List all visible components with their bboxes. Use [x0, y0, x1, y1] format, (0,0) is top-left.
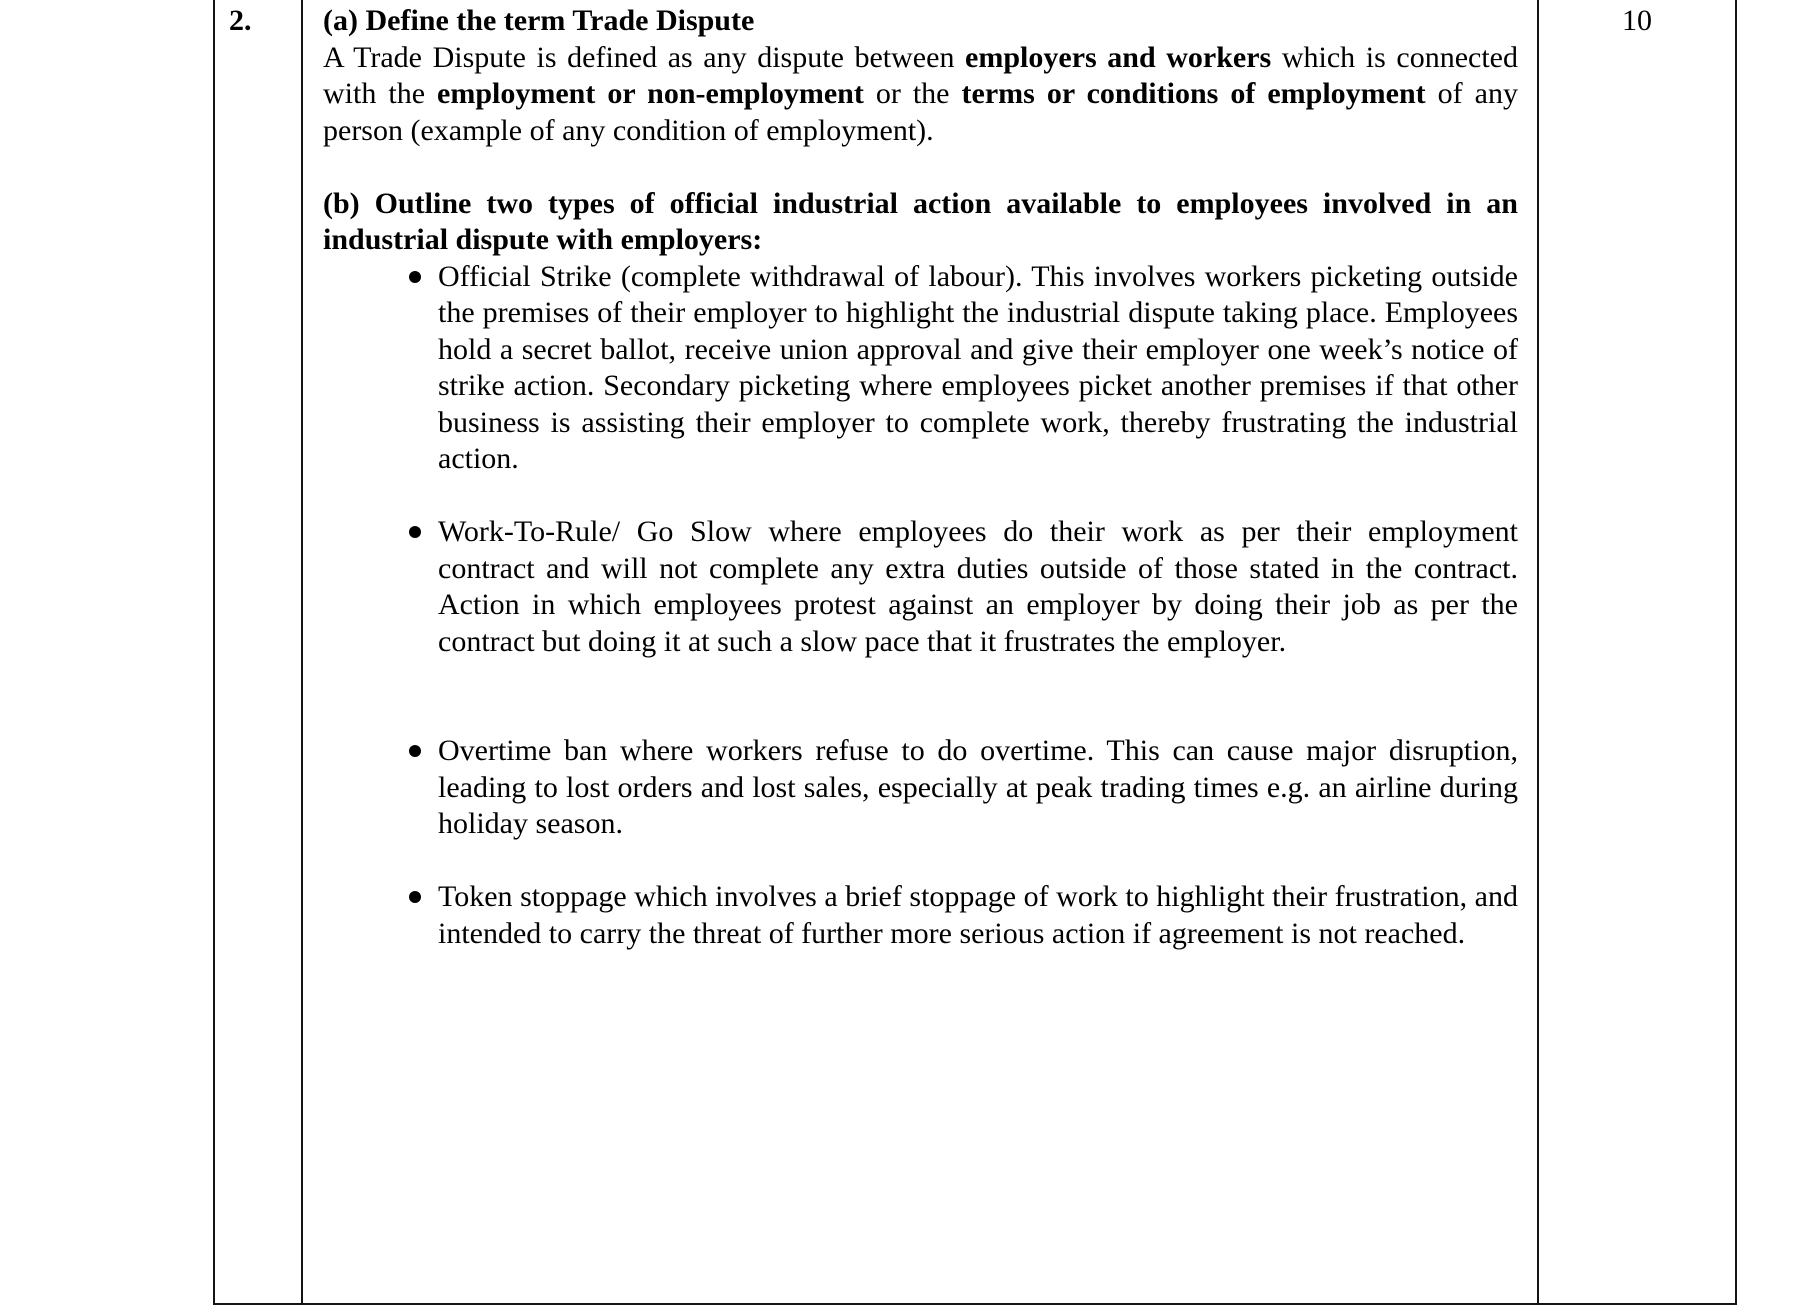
- question-number-cell: [213, 0, 301, 1303]
- list-item: [323, 879, 1518, 952]
- bullet-text: Work-To-Rule/ Go Slow where employees do their work as per their employment contract and will not complete any extra duties outside of those stated in the contract. Action in which employees protest against an employer by doing their job as per the contract but doing it at such a slow pace that it frustrates the employer.: [438, 515, 1518, 658]
- question-row: [213, 0, 1737, 1305]
- definition-text: which is connected with the: [323, 40, 1518, 110]
- bullet-text: Official Strike (complete withdrawal of labour). This involves workers picketing outside the premises of their employer to highlight the industrial dispute taking place. Employees hold a secret ballot, receive union approval and give their employer one week’s notice of strike action. Secondary picketing where employees picket another premises if that other business is assisting their employer to complete work, thereby frustrating the industrial action.: [438, 259, 1518, 475]
- answer-cell: [301, 0, 1537, 1303]
- bullet-text: Token stoppage which involves a brief stoppage of work to highlight their frustration, and intended to carry the threat of further more serious action if agreement is not reached.: [438, 880, 1518, 950]
- marks-cell: [1537, 0, 1737, 1303]
- bullet-icon: [409, 526, 421, 538]
- bullet-icon: [409, 271, 421, 283]
- bold-term-terms-or-conditions: terms or conditions of employment: [961, 77, 1426, 110]
- part-a-heading: (a) Define the term Trade Dispute: [323, 4, 755, 37]
- bullet-icon: [409, 745, 421, 757]
- bold-term-employers-and-workers: employers and workers: [965, 40, 1272, 74]
- part-a-definition: [323, 40, 1518, 150]
- bullet-list: [323, 259, 1518, 953]
- list-item: [323, 259, 1518, 478]
- definition-text: of any person (example of any condition of employment).: [323, 77, 1518, 147]
- bullet-icon: [409, 891, 421, 903]
- list-item: [323, 514, 1518, 660]
- question-number: 2.: [229, 4, 252, 37]
- list-item: [323, 733, 1518, 843]
- marks-value: 10: [1622, 4, 1652, 37]
- bullet-text: Overtime ban where workers refuse to do overtime. This can cause major disruption, leading to lost orders and lost sales, especially at peak trading times e.g. an airline during holiday season.: [438, 734, 1518, 840]
- definition-text: A Trade Dispute is defined as any dispute between: [323, 40, 966, 74]
- bold-term-employment-or-non-employment: employment or non-employment: [437, 77, 864, 110]
- part-b-heading: (b) Outline two types of official industrial action available to employees involved in an industrial dispute with employers:: [323, 186, 1518, 256]
- definition-text: or the: [863, 77, 962, 110]
